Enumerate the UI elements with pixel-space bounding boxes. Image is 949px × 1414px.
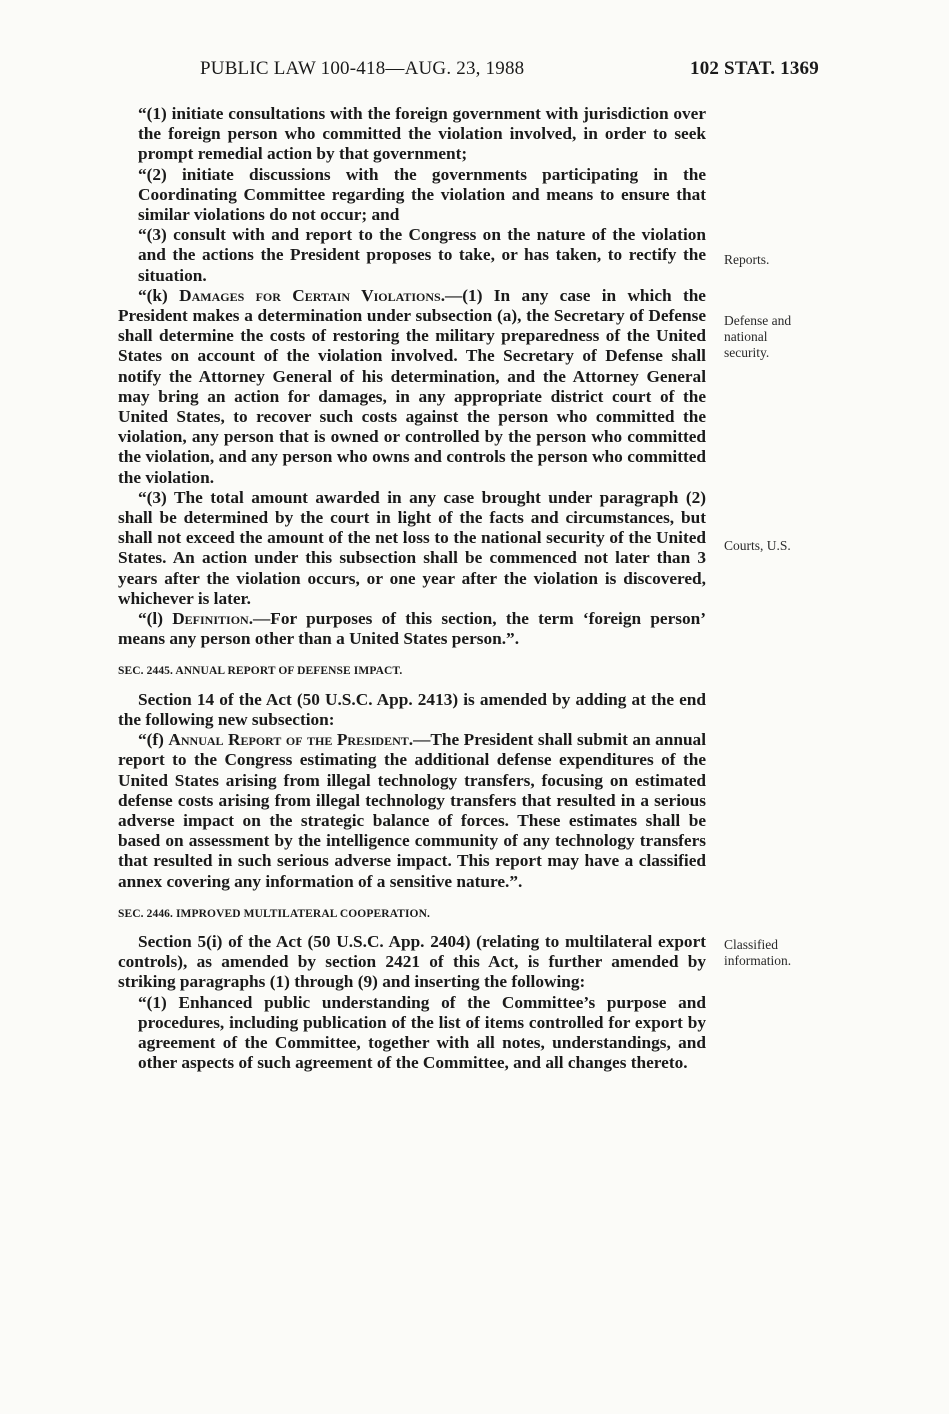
subsection-k: [118, 286, 706, 488]
section-2446-items: [118, 993, 706, 1074]
margin-note-defense: [724, 313, 791, 361]
margin-note-defense-line2: national: [724, 329, 768, 344]
margin-note-classified-line1: Classified: [724, 937, 778, 952]
margin-note-classified-line2: information.: [724, 953, 792, 968]
paragraph-2446-1: “(1) Enhanced public understanding of the Committee’s purpose and procedures, including publication of the list of items controlled for export by agreement of the Committee, together with all notes, understandings, and other aspects of such agreement of the Committee, and all changes thereto.: [138, 992, 706, 1073]
page-header: [0, 58, 949, 88]
stat-page-number: 102 STAT. 1369: [690, 58, 819, 79]
margin-note-defense-line3: security.: [724, 345, 770, 360]
subsection-l: [118, 609, 706, 649]
margin-note-reports: Reports.: [724, 252, 770, 267]
section-2446-intro: Section 5(i) of the Act (50 U.S.C. App. 2404) (relating to multilateral export controls), as amended by section 2421 of this Act, is further amended by striking paragraphs (1) through (9) and inserting the following:: [118, 931, 706, 992]
paragraph-j2: “(2) initiate discussions with the governments participating in the Coordinating Committee regarding the violation and means to ensure that similar violations do not occur; and: [138, 164, 706, 225]
subsection-k-heading: Damages for Certain Violations: [179, 285, 441, 305]
section-2446-heading: SEC. 2446. IMPROVED MULTILATERAL COOPERATION.: [118, 907, 430, 920]
subsection-f: [118, 730, 706, 892]
subsection-l-body: .—For purposes of this section, the term ‘foreign person’ means any person other than a United States person.”.: [118, 609, 706, 649]
subsection-j-items: [118, 104, 706, 286]
paragraph-k3: “(3) The total amount awarded in any case brought under paragraph (2) shall be determined by the court in light of the facts and circumstances, but shall not exceed the amount of the net loss to the national security of the United States. An action under this subsection shall be commenced not later than 3 years after the violation occurs, or one year after the violation is discovered, whichever is later.: [118, 487, 706, 608]
subsection-f-heading: Annual Report of the President: [168, 730, 409, 750]
margin-note-defense-line1: Defense and: [724, 313, 792, 328]
running-title: PUBLIC LAW 100-418—AUG. 23, 1988: [200, 58, 525, 79]
section-2445-intro: Section 14 of the Act (50 U.S.C. App. 2413) is amended by adding at the end the following new subsection:: [118, 689, 706, 729]
paragraph-j1: “(1) initiate consultations with the foreign government with jurisdiction over the foreign person who committed the violation involved, in order to seek prompt remedial action by that government;: [138, 104, 706, 164]
paragraph-j3: “(3) consult with and report to the Congress on the nature of the violation and the actions the President proposes to take, or has taken, to rectify the situation.: [138, 225, 706, 285]
law-text: [118, 104, 706, 1073]
margin-note-classified: [724, 937, 791, 969]
subsection-l-heading: Definition: [172, 609, 249, 629]
subsection-f-lead: “(f): [138, 730, 169, 750]
margin-note-courts: Courts, U.S.: [724, 538, 791, 553]
subsection-l-lead: “(l): [138, 609, 173, 629]
section-2445-heading: SEC. 2445. ANNUAL REPORT OF DEFENSE IMPACT.: [118, 665, 403, 678]
subsection-k-lead: “(k): [138, 285, 180, 305]
subsection-k-body: .—(1) In any case in which the President makes a determination under subsection (a), the Secretary of Defense shall determine the costs of restoring the military preparedness of the United States on account of the violation involved. The Secretary of Defense shall notify the Attorney General of his determination, and the Attorney General may bring an action for damages, in any appropriate district court of the United States, to recover such costs against the person who committed the violation, any person that is owned or controlled by the person who committed the violation, and any person who owns and controls the person who committed the violation.: [118, 285, 706, 487]
subsection-f-body: .—The President shall submit an annual report to the Congress estimating the additional defense expenditures of the United States arising from illegal technology transfers, focusing on estimated defense costs arising from illegal technology transfers that resulted in a serious adverse impact on the strategic balance of forces. These estimates shall be based on assessment by the intelligence community of any technology transfers that resulted in such serious adverse impact. This report may have a classified annex covering any information of a sensitive nature.”.: [118, 730, 706, 891]
